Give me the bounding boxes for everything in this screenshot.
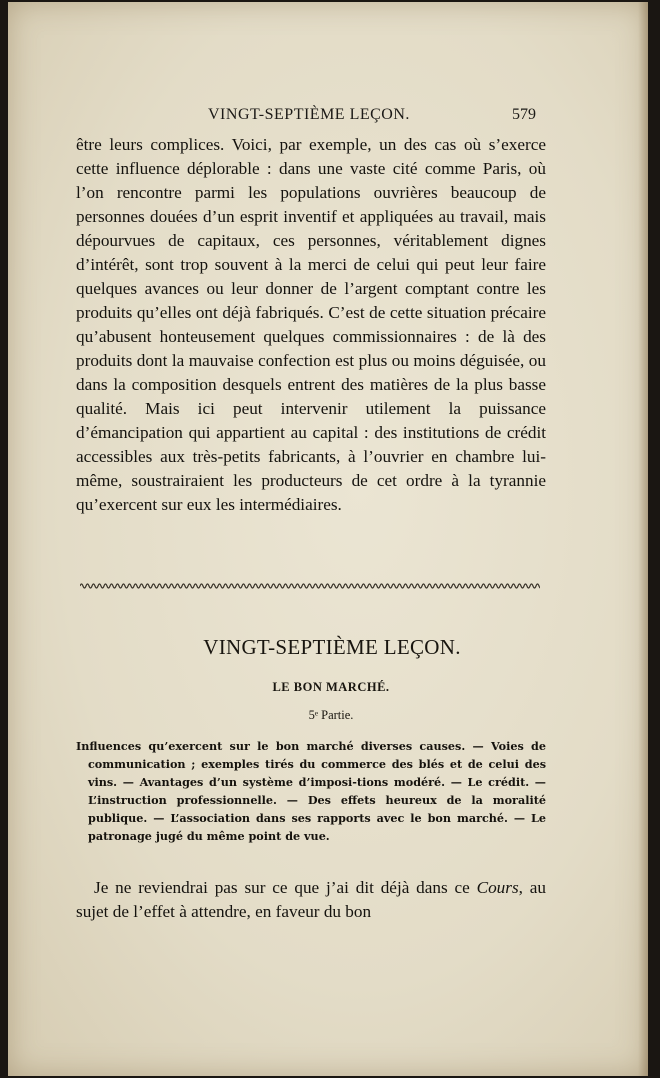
opening-text-italic: Cours bbox=[476, 878, 519, 897]
opening-text-end: , au sujet de l’effet à attendre, en faveur du bon bbox=[76, 878, 546, 921]
book-page bbox=[8, 2, 648, 1076]
chapter-summary-text: Influences qu’exercent sur le bon marché diverses causes. — Voies de communication ; exemples tirés du commerce des blés et de celui des vins. — Avantages d’un système d’imposi-tions modéré. — Le crédit. — L’instruction professionnelle. — Des effets heureux de la moralité publique. — L’association dans ses rapports avec le bon marché. — Le patronage jugé du même point de vue. bbox=[76, 739, 546, 843]
chapter-summary bbox=[76, 737, 546, 845]
decorative-wavy-rule bbox=[80, 578, 540, 592]
opening-paragraph bbox=[76, 876, 546, 924]
continued-paragraph-text: être leurs complices. Voici, par exemple, un des cas où s’exerce cette influence déplorable : dans une vaste cité comme Paris, où l’on rencontre parmi les populations ouvrières beaucoup de personnes douées d’un esprit inventif et appliquées au travail, mais dépourvues de capitaux, ces personnes, véritablement dignes d’intérêt, sont trop souvent à la merci de celui qui peut leur faire quelques avances ou leur donner de l’argent comptant contre les produits qu’elles ont déjà fabriqués. C’est de cette situation précaire qu’abusent honteusement quelques commissionnaires : de là des produits dont la mauvaise confection est plus ou moins déguisée, ou dans la composition desquels entrent des matières de la plus basse qualité. Mais ici peut intervenir utilement la puissance d’émancipation qui appartient au capital : des institutions de crédit accessibles aux très-petits fabricants, à l’ouvrier en chambre lui-même, soustrairaient les producteurs de cet ordre à la tyrannie qu’exercent sur eux les intermédiaires. bbox=[76, 135, 546, 514]
page-edge-shadow bbox=[638, 2, 648, 1076]
lecon-partie: 5ᵉ Partie. bbox=[308, 708, 354, 722]
running-title: VINGT-SEPTIÈME LEÇON. bbox=[208, 106, 410, 123]
lecon-subject: LE BON MARCHÉ. bbox=[272, 680, 390, 694]
continued-paragraph bbox=[76, 133, 546, 517]
opening-text-start: Je ne reviendrai pas sur ce que j’ai dit déjà dans ce bbox=[94, 878, 477, 897]
page-number: 579 bbox=[512, 106, 536, 123]
lecon-heading: VINGT-SEPTIÈME LEÇON. bbox=[203, 635, 461, 659]
